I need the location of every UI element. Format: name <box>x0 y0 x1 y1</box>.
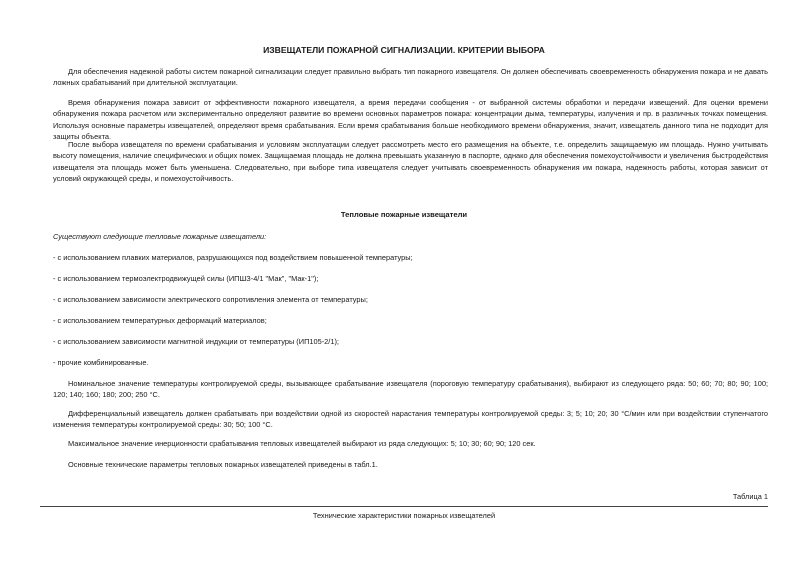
intro-paragraph-1: Для обеспечения надежной работы систем пожарной сигнализации следует правильно выбрать тип пожарного извещателя. Он должен обеспечивать своевременность обнаружения пожара и не давать ложных срабатываний при длительной эксплуатации. <box>53 67 768 88</box>
document-title: ИЗВЕЩАТЕЛИ ПОЖАРНОЙ СИГНАЛИЗАЦИИ. КРИТЕРИИ ВЫБОРА <box>263 45 545 55</box>
list-item: - прочие комбинированные. <box>53 358 149 367</box>
table-label: Таблица 1 <box>732 492 768 501</box>
section-intro: Существуют следующие тепловые пожарные извещатели: <box>53 232 267 241</box>
intro-paragraph-2: Время обнаружения пожара зависит от эффективности пожарного извещателя, а время передачи сообщения - от выбранной системы обработки и передачи извещений. Для оценки времени обнаружения пожара расчетом или экспериментально определяют развитие во времени основных параметров пожара: концентрации дыма, температуры, излучения и пр. в различных точках помещения. Используя основные параметры извещателей, определяют время срабатывания. Если время срабатывания больше необходимого времени обнаружения, значит, извещатель данного типа не подходит для защиты объекта. <box>53 98 768 142</box>
parameters-paragraph: Основные технические параметры тепловых пожарных извещателей приведены в табл.1. <box>68 460 378 469</box>
list-item: - с использованием температурных деформаций материалов; <box>53 316 267 325</box>
list-item: - с использованием зависимости магнитной индукции от температуры (ИП105-2/1); <box>53 337 339 346</box>
table-divider <box>40 506 768 507</box>
differential-paragraph: Дифференциальный извещатель должен срабатывать при воздействии одной из скоростей нарастания температуры контролируемой среды: 3; 5; 10; 20; 30 °С/мин или при воздействии ступенчатого изменения температуры контролируемой среды: 30; 50; 100 °С. <box>53 409 768 430</box>
list-item: - с использованием плавких материалов, разрушающихся под воздействием повышенной температуры; <box>53 253 413 262</box>
threshold-paragraph: Номинальное значение температуры контролируемой среды, вызывающее срабатывание извещателя (пороговую температуру срабатывания), выбирают из следующего ряда: 50; 60; 70; 80; 90; 100; 120; 140; 160; 180; 200; 250 °С. <box>53 379 768 400</box>
table-caption: Технические характеристики пожарных извещателей <box>312 511 496 520</box>
list-item: - с использованием зависимости электрического сопротивления элемента от температуры; <box>53 295 368 304</box>
section-heading: Тепловые пожарные извещатели <box>340 210 468 219</box>
list-item: - с использованием термоэлектродвижущей силы (ИПШЗ-4/1 "Мак", "Мак-1"); <box>53 274 319 283</box>
inertia-paragraph: Максимальное значение инерционности срабатывания тепловых извещателей выбирают из ряда следующих: 5; 10; 30; 60; 90; 120 сек. <box>68 439 536 448</box>
intro-paragraph-3: После выбора извещателя по времени срабатывания и условиям эксплуатации следует рассмотреть место его размещения на объекте, т.е. определить защищаемую им площадь. Нужно учитывать высоту помещения, наличие специфических и общих помех. Защищаемая площадь не должна превышать указанную в паспорте, однако для обеспечения помехоустойчивости и увеличения быстродействия извещателя эта площадь может быть уменьшена. Следовательно, при выборе типа извещателя следует учитывать своевременность обнаружения им пожара, надежность работы, которая зависит от условий окружающей среды, и помехоустойчивость. <box>53 140 768 184</box>
